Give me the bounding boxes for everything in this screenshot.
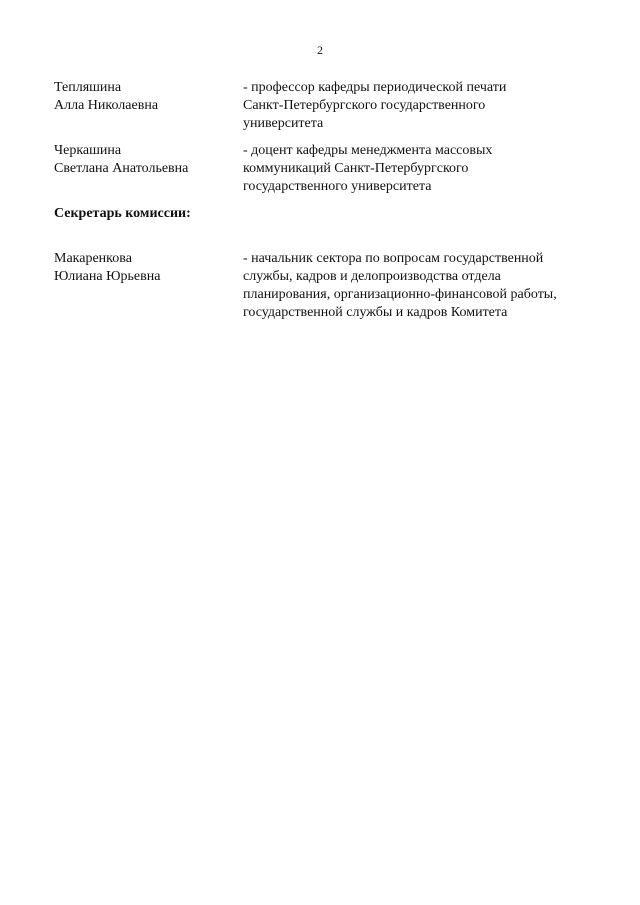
secretary-role-line: планирования, организационно-финансовой работы, <box>243 287 557 302</box>
secretary-role <box>243 250 603 322</box>
member-name <box>54 79 234 115</box>
member-role <box>243 142 603 196</box>
member-name <box>54 142 234 178</box>
member-role-line: - доцент кафедры менеджмента массовых <box>243 143 493 158</box>
member-surname: Черкашина <box>54 143 122 158</box>
member-role-line: - профессор кафедры периодической печати <box>243 80 507 95</box>
member-role <box>243 79 603 133</box>
secretary-heading: Секретарь комиссии: <box>54 206 191 221</box>
secretary-surname: Макаренкова <box>54 251 132 266</box>
member-role-line: Санкт-Петербургского государственного <box>243 98 486 113</box>
secretary-role-line: государственной службы и кадров Комитета <box>243 305 508 320</box>
secretary-role-line: службы, кадров и делопроизводства отдела <box>243 269 501 284</box>
secretary-name <box>54 250 234 286</box>
member-role-line: государственного университета <box>243 179 432 194</box>
member-role-line: коммуникаций Санкт-Петербургского <box>243 161 469 176</box>
page-number: 2 <box>317 43 323 57</box>
secretary-given-name: Юлиана Юрьевна <box>54 269 161 284</box>
secretary-role-line: - начальник сектора по вопросам государственной <box>243 251 544 266</box>
member-given-name: Алла Николаевна <box>54 98 159 113</box>
member-role-line: университета <box>243 116 324 131</box>
member-given-name: Светлана Анатольевна <box>54 161 189 176</box>
member-surname: Тепляшина <box>54 80 122 95</box>
